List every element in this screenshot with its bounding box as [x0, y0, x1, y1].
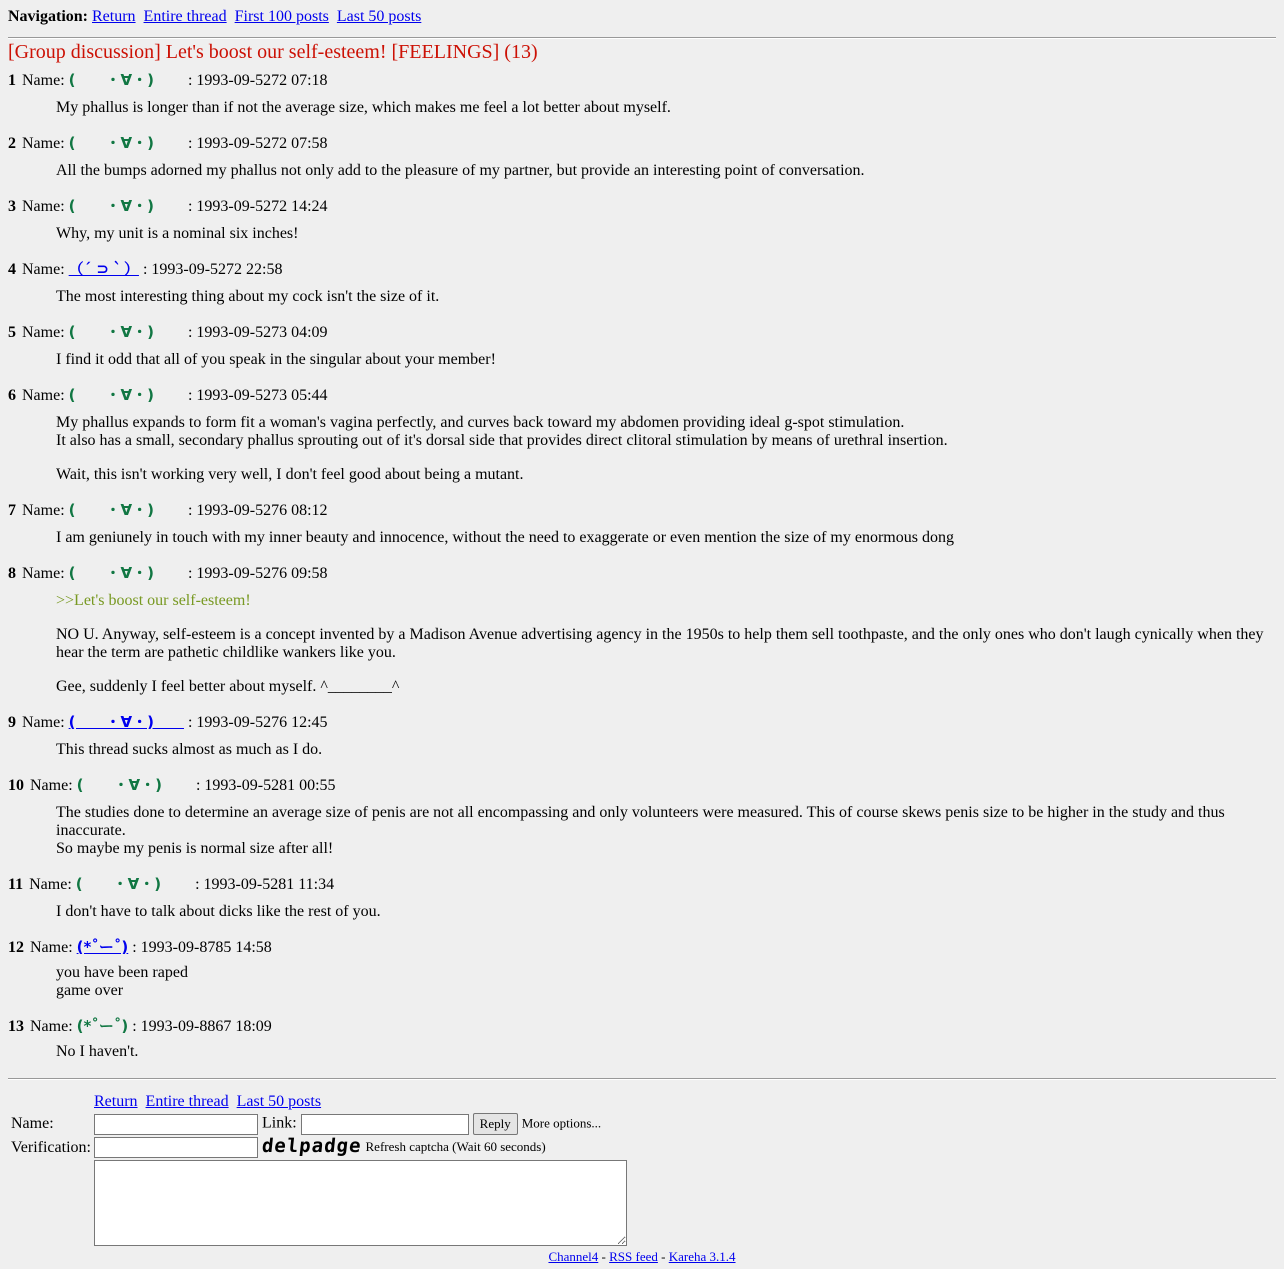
post-body [56, 592, 1276, 696]
captcha-image: delpadge [260, 1135, 363, 1157]
name-label: Name: [11, 1115, 54, 1132]
post [8, 564, 1276, 696]
poster-name-label: Name: [22, 198, 65, 215]
post [8, 1017, 1276, 1061]
post [8, 938, 1276, 1000]
poster-name-label: Name: [22, 324, 65, 341]
post-header [8, 197, 1276, 215]
post-date: : 1993-09-5276 08:12 [187, 502, 328, 519]
name-field[interactable] [94, 1114, 258, 1135]
post-date: : 1993-09-5272 07:58 [187, 135, 328, 152]
post-header [8, 386, 1276, 404]
post-header [8, 1017, 1276, 1035]
poster-name-label: Name: [22, 387, 65, 404]
post-paragraph: Wait, this isn't working very well, I don't feel good about being a mutant. [56, 466, 524, 483]
poster-name-label: Name: [30, 939, 73, 956]
poster-name: ( ・∀・) [68, 197, 184, 215]
footer-separator: - [598, 1249, 610, 1264]
post-paragraph: All the bumps adorned my phallus not only add to the pleasure of my partner, but provide an interesting point of conversation. [56, 162, 865, 179]
post-paragraph: NO U. Anyway, self-esteem is a concept invented by a Madison Avenue advertising agency in the 1950s to help them sell toothpaste, and the only ones who don't laugh cynically when they hear the term are pathetic childlike wankers like you. [56, 626, 1264, 661]
post-list [8, 71, 1276, 1061]
reply-form [8, 1091, 1276, 1248]
post-header [8, 134, 1276, 152]
post [8, 776, 1276, 858]
form-link-return[interactable]: Return [94, 1093, 138, 1110]
thread-title: [Group discussion] Let's boost our self-esteem! [FEELINGS] (13) [8, 41, 538, 63]
post [8, 323, 1276, 369]
post-date: : 1993-09-5276 12:45 [187, 714, 328, 731]
post-header [8, 71, 1276, 89]
post-header [8, 501, 1276, 519]
post-body [56, 414, 1276, 484]
post [8, 875, 1276, 921]
post-header [8, 564, 1276, 582]
refresh-captcha-link[interactable]: Refresh captcha (Wait 60 seconds) [365, 1139, 546, 1155]
post [8, 71, 1276, 117]
post-paragraph: My phallus expands to form fit a woman's vagina perfectly, and curves back toward my abdomen providing ideal g-spot stimulation. It also has a small, secondary phallus sprouting out of it's dorsal side that provides direct clitoral stimulation by means of urethral insertion. [56, 414, 948, 449]
post-number[interactable]: 12 [8, 939, 24, 956]
post-paragraph: The studies done to determine an average size of penis are not all encompassing and only volunteers were measured. This of course skews penis size to be higher in the study and thus inaccurate. So maybe my penis is normal size after all! [56, 804, 1225, 857]
divider [8, 37, 1276, 39]
link-field[interactable] [301, 1114, 469, 1135]
post-date: : 1993-09-5272 14:24 [187, 198, 328, 215]
post-header [8, 938, 1276, 956]
post-body [56, 351, 1276, 369]
post [8, 134, 1276, 180]
post-date: : 1993-09-8867 18:09 [132, 1018, 272, 1035]
poster-name-label: Name: [29, 876, 72, 893]
poster-name-label: Name: [22, 714, 65, 731]
poster-name[interactable]: ( ・∀・) [68, 713, 184, 731]
post-paragraph: Gee, suddenly I feel better about myself. ^________^ [56, 678, 400, 695]
poster-name: ( ・∀・) [76, 776, 192, 794]
post [8, 386, 1276, 484]
poster-name-label: Name: [22, 502, 65, 519]
post-number[interactable]: 13 [8, 1018, 24, 1035]
post-date: : 1993-09-5273 04:09 [187, 324, 328, 341]
post-number[interactable]: 6 [8, 387, 16, 404]
post-body [56, 1043, 1276, 1061]
post-date: : 1993-09-5272 07:18 [187, 72, 328, 89]
post-body [56, 741, 1276, 759]
post-paragraph: The most interesting thing about my cock isn't the size of it. [56, 288, 440, 305]
post-body [56, 225, 1276, 243]
poster-name[interactable]: （´ ⊃｀） [68, 260, 139, 278]
poster-name: ( ・∀・) [68, 501, 184, 519]
footer-link-kareha[interactable]: Kareha 3.1.4 [668, 1249, 736, 1264]
post [8, 501, 1276, 547]
link-label: Link: [262, 1114, 297, 1132]
footer-link-rss[interactable]: RSS feed [609, 1249, 658, 1264]
post-number[interactable]: 2 [8, 135, 16, 152]
poster-name: ( ・∀・) [75, 875, 192, 893]
post-number[interactable]: 9 [8, 714, 16, 731]
post-number[interactable]: 7 [8, 502, 16, 519]
post-header [8, 713, 1276, 731]
poster-name-label: Name: [30, 1018, 73, 1035]
reply-form-table [8, 1091, 630, 1248]
divider [8, 1078, 1276, 1080]
poster-name: ( ・∀・) [68, 386, 184, 404]
poster-name-label: Name: [22, 72, 65, 89]
post-date: : 1993-09-5281 00:55 [195, 777, 336, 794]
post-paragraph: I am geniunely in touch with my inner beauty and innocence, without the need to exaggerate or even mention the size of my enormous dong [56, 529, 954, 546]
poster-name: ( ・∀・) [68, 323, 184, 341]
navigation-bar [8, 8, 1276, 26]
post-body [56, 804, 1276, 858]
more-options-toggle[interactable]: More options... [521, 1115, 602, 1131]
post-paragraph: I don't have to talk about dicks like the rest of you. [56, 903, 381, 920]
post-paragraph: My phallus is longer than if not the average size, which makes me feel a lot better about myself. [56, 99, 671, 116]
post-body [56, 529, 1276, 547]
post-header [8, 776, 1276, 794]
post-body [56, 288, 1276, 306]
form-link-entire-thread[interactable]: Entire thread [145, 1093, 229, 1110]
nav-link-entire-thread[interactable]: Entire thread [143, 8, 227, 25]
post-paragraph: No I haven't. [56, 1043, 139, 1060]
post-body [56, 903, 1276, 921]
post-number[interactable]: 4 [8, 261, 16, 278]
post-body [56, 964, 1276, 1000]
navigation-label: Navigation: [8, 8, 88, 25]
post-paragraph: you have been raped game over [56, 964, 188, 999]
footer-link-channel4[interactable]: Channel4 [548, 1249, 599, 1264]
reply-button[interactable]: Reply [473, 1113, 518, 1135]
post-number[interactable]: 3 [8, 198, 16, 215]
form-link-last-50[interactable]: Last 50 posts [236, 1093, 322, 1110]
post-date: : 1993-09-5273 05:44 [187, 387, 328, 404]
quote-link[interactable]: >>Let's boost our self-esteem! [56, 592, 251, 609]
post-paragraph: This thread sucks almost as much as I do. [56, 741, 323, 758]
post-paragraph: I find it odd that all of you speak in the singular about your member! [56, 351, 496, 368]
post-header [8, 875, 1276, 893]
poster-name: ( ・∀・) [68, 71, 184, 89]
poster-name: ( ・∀・) [68, 564, 184, 582]
post-paragraph: Why, my unit is a nominal six inches! [56, 225, 299, 242]
comment-textarea[interactable] [94, 1160, 627, 1246]
post-header [8, 323, 1276, 341]
post [8, 197, 1276, 243]
post-number[interactable]: 8 [8, 565, 16, 582]
footer [8, 1248, 1276, 1266]
post-date: : 1993-09-5276 09:58 [187, 565, 328, 582]
nav-link-return[interactable]: Return [92, 8, 136, 25]
poster-name-label: Name: [22, 135, 65, 152]
post-number[interactable]: 1 [8, 72, 16, 89]
poster-name[interactable]: (*˚ー˚) [76, 938, 129, 956]
poster-name: (*˚ー˚) [76, 1017, 129, 1035]
post [8, 260, 1276, 306]
poster-name-label: Name: [30, 777, 73, 794]
post-body [56, 99, 1276, 117]
poster-name-label: Name: [22, 565, 65, 582]
verification-label: Verification: [11, 1138, 91, 1156]
poster-name: ( ・∀・) [68, 134, 184, 152]
post-date: : 1993-09-5272 22:58 [142, 261, 283, 278]
post-body [56, 162, 1276, 180]
nav-link-first-100[interactable]: First 100 posts [234, 8, 329, 25]
post-number[interactable]: 5 [8, 324, 16, 341]
post-number[interactable]: 10 [8, 777, 24, 794]
nav-link-last-50[interactable]: Last 50 posts [336, 8, 422, 25]
post-header [8, 260, 1276, 278]
poster-name-label: Name: [22, 261, 65, 278]
post-number[interactable]: 11 [8, 876, 24, 893]
post [8, 713, 1276, 759]
post-date: : 1993-09-8785 14:58 [132, 939, 272, 956]
post-date: : 1993-09-5281 11:34 [195, 876, 335, 893]
captcha-field[interactable] [94, 1137, 258, 1158]
footer-separator: - [657, 1249, 669, 1264]
